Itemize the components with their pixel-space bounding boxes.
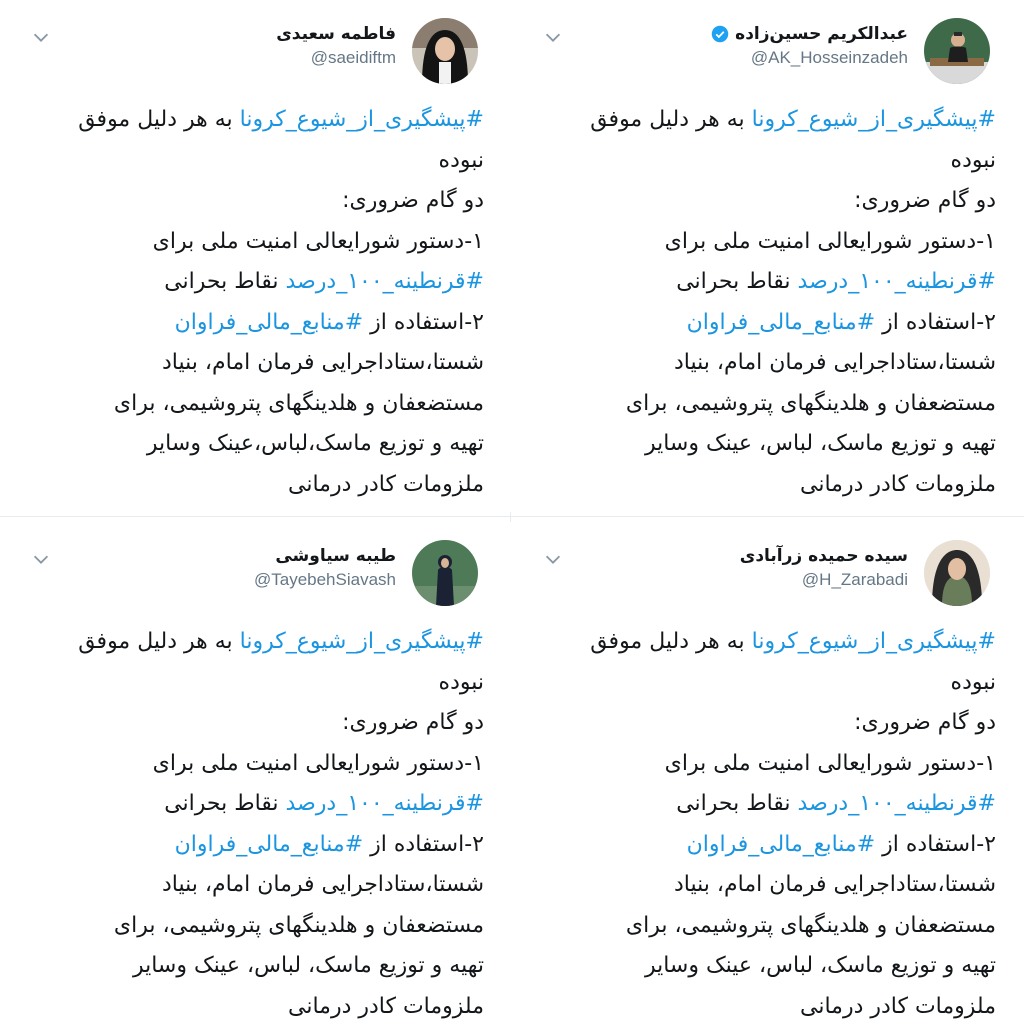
tweet-text-line xyxy=(540,865,996,906)
tweet-text-line xyxy=(540,303,996,344)
tweet-text-segment: به هر دلیل موفق xyxy=(78,107,240,132)
woman-in-scarf-avatar xyxy=(924,540,990,606)
tweet-text-segment: شستا،ستاداجرایی فرمان امام، بنیاد xyxy=(162,350,484,375)
tweet-text-segment: تهیه و توزیع ماسک، لباس، عینک وسایر xyxy=(644,431,996,456)
tweet-text-line xyxy=(28,141,484,182)
tweet-text-line xyxy=(28,343,484,384)
tweet-header xyxy=(30,540,478,610)
tweet-text-line xyxy=(540,343,996,384)
avatar[interactable] xyxy=(412,18,478,84)
tweet-text-segment: ملزومات کادر درمانی xyxy=(800,471,996,497)
tweet-text-segment: به هر دلیل موفق xyxy=(78,629,240,654)
hashtag-link[interactable]: #قرنطینه_۱۰۰_درصد xyxy=(797,791,996,816)
tweet-text-segment: ۲-استفاده از xyxy=(875,831,996,857)
avatar[interactable] xyxy=(412,540,478,606)
tweet-text-line xyxy=(540,946,996,987)
hashtag-link[interactable]: #منابع_مالی_فراوان xyxy=(174,831,364,857)
tweet-text-segment: تهیه و توزیع ماسک، لباس، عینک وسایر xyxy=(132,953,484,978)
tweet-text-line xyxy=(28,222,484,263)
tweet-text-line xyxy=(540,384,996,425)
hashtag-link[interactable]: #قرنطینه_۱۰۰_درصد xyxy=(285,791,484,816)
tweet-text-line xyxy=(540,181,996,222)
tweet-text-line xyxy=(540,262,996,303)
horizontal-divider xyxy=(0,516,1024,517)
avatar[interactable] xyxy=(924,18,990,84)
tweet-text-line xyxy=(28,262,484,303)
author-names xyxy=(276,24,396,68)
author-names xyxy=(254,546,396,590)
tweet-text-line xyxy=(28,865,484,906)
hashtag-link[interactable]: #قرنطینه_۱۰۰_درصد xyxy=(285,269,484,294)
tweet-text-segment: ۲-استفاده از xyxy=(875,309,996,335)
tweet-text-line xyxy=(540,906,996,947)
tweet-text-segment: نقاط بحرانی xyxy=(164,791,286,816)
hashtag-link[interactable]: #پیشگیری_از_شیوع_کرونا xyxy=(239,629,484,654)
tweet-text-line xyxy=(28,946,484,987)
tweet-text-segment: ۲-استفاده از xyxy=(363,831,484,857)
tweet-text-line xyxy=(28,622,484,663)
chevron-down-icon[interactable] xyxy=(30,26,52,48)
tweet-text-segment: نبوده xyxy=(438,669,484,695)
woman-in-chador-avatar xyxy=(412,18,478,84)
tweet-card[interactable] xyxy=(0,522,512,1024)
tweet-text-line xyxy=(28,825,484,866)
tweet-text-line xyxy=(540,465,996,506)
tweet-text-line xyxy=(28,303,484,344)
display-name[interactable]: عبدالکریم حسین‌زاده xyxy=(711,24,908,44)
tweet-text-line xyxy=(28,465,484,506)
tweet-text-line xyxy=(28,181,484,222)
tweet-text-segment: ۱-دستور شورایعالی امنیت ملی برای xyxy=(152,228,484,254)
hashtag-link[interactable]: #منابع_مالی_فراوان xyxy=(174,309,364,335)
tweet-text-segment: دو گام ضروری: xyxy=(854,188,996,213)
tweet-text-segment: دو گام ضروری: xyxy=(854,710,996,735)
tweet-text-line xyxy=(28,424,484,465)
tweet-text-line xyxy=(28,784,484,825)
tweet-text-segment: مستضعفان و هلدینگهای پتروشیمی، برای xyxy=(625,912,996,938)
tweet-header xyxy=(542,18,990,88)
tweet-text-segment: دو گام ضروری: xyxy=(342,188,484,213)
tweet-text-segment: ملزومات کادر درمانی xyxy=(288,471,484,497)
avatar[interactable] xyxy=(924,540,990,606)
tweet-text-segment: شستا،ستاداجرایی فرمان امام، بنیاد xyxy=(162,872,484,897)
user-handle[interactable]: @saeidiftm xyxy=(310,48,396,67)
tweet-text-line xyxy=(540,663,996,704)
verified-badge-icon xyxy=(711,25,729,43)
chevron-down-icon[interactable] xyxy=(30,548,52,570)
woman-standing-avatar xyxy=(412,540,478,606)
tweet-text xyxy=(540,622,996,1024)
tweet-card[interactable] xyxy=(512,522,1024,1024)
tweet-text-segment: مستضعفان و هلدینگهای پتروشیمی، برای xyxy=(625,390,996,416)
tweet-text-line xyxy=(540,100,996,141)
tweet-text-line xyxy=(28,744,484,785)
author-names xyxy=(711,24,908,68)
tweet-text-line xyxy=(28,663,484,704)
tweet-text-segment: نبوده xyxy=(438,147,484,173)
tweet-text-line xyxy=(28,703,484,744)
hashtag-link[interactable]: #پیشگیری_از_شیوع_کرونا xyxy=(751,629,996,654)
chevron-down-icon[interactable] xyxy=(542,548,564,570)
display-name[interactable]: طیبه سیاوشی xyxy=(275,546,396,566)
tweet-text-segment: نبوده xyxy=(950,669,996,695)
hashtag-link[interactable]: #منابع_مالی_فراوان xyxy=(686,309,876,335)
tweet-text-line xyxy=(540,141,996,182)
tweet-text-segment: ۲-استفاده از xyxy=(363,309,484,335)
tweet-text-segment: ۱-دستور شورایعالی امنیت ملی برای xyxy=(664,750,996,776)
display-name[interactable]: فاطمه سعیدی xyxy=(276,24,396,44)
user-handle[interactable]: @AK_Hosseinzadeh xyxy=(750,48,908,67)
user-handle[interactable]: @H_Zarabadi xyxy=(801,570,908,589)
tweet-text-segment: شستا،ستاداجرایی فرمان امام، بنیاد xyxy=(674,350,996,375)
tweet-text-line xyxy=(540,703,996,744)
tweet-text-segment: تهیه و توزیع ماسک،لباس،عینک وسایر xyxy=(146,431,484,456)
tweet-text-segment: تهیه و توزیع ماسک، لباس، عینک وسایر xyxy=(644,953,996,978)
tweet-text-segment: ملزومات کادر درمانی xyxy=(288,993,484,1019)
tweet-text xyxy=(540,100,996,505)
man-in-parliament-avatar xyxy=(924,18,990,84)
tweet-text-line xyxy=(540,825,996,866)
tweet-text-line xyxy=(540,222,996,263)
tweet-text-segment: شستا،ستاداجرایی فرمان امام، بنیاد xyxy=(674,872,996,897)
tweet-text xyxy=(28,622,484,1024)
hashtag-link[interactable]: #پیشگیری_از_شیوع_کرونا xyxy=(239,107,484,132)
display-name[interactable]: سیده حمیده زرآبادی xyxy=(739,546,908,566)
tweet-text-segment: نقاط بحرانی xyxy=(164,269,286,294)
tweet-text-line xyxy=(540,784,996,825)
hashtag-link[interactable]: #منابع_مالی_فراوان xyxy=(686,831,876,857)
tweet-text-segment: نقاط بحرانی xyxy=(676,269,798,294)
tweet-text-segment: ۱-دستور شورایعالی امنیت ملی برای xyxy=(152,750,484,776)
tweet-text-segment: به هر دلیل موفق xyxy=(590,629,752,654)
hashtag-link[interactable]: #پیشگیری_از_شیوع_کرونا xyxy=(751,107,996,132)
author-names xyxy=(740,546,908,590)
tweet-text-line xyxy=(540,987,996,1024)
tweet-text-segment: ملزومات کادر درمانی xyxy=(800,993,996,1019)
tweet-card[interactable] xyxy=(0,0,512,512)
tweet-text-line xyxy=(540,622,996,663)
tweet-text-segment: دو گام ضروری: xyxy=(342,710,484,735)
tweet-text-line xyxy=(28,987,484,1024)
tweet-text-segment: نبوده xyxy=(950,147,996,173)
user-handle[interactable]: @TayebehSiavash xyxy=(253,570,396,589)
tweet-text-segment: مستضعفان و هلدینگهای پتروشیمی، برای xyxy=(113,912,484,938)
tweet-text-segment: مستضعفان و هلدینگهای پتروشیمی، برای xyxy=(113,390,484,416)
tweet-text-line xyxy=(28,100,484,141)
tweet-text-line xyxy=(540,424,996,465)
tweet-text-segment: نقاط بحرانی xyxy=(676,791,798,816)
tweet-text-segment: به هر دلیل موفق xyxy=(590,107,752,132)
tweet-text-line xyxy=(28,906,484,947)
hashtag-link[interactable]: #قرنطینه_۱۰۰_درصد xyxy=(797,269,996,294)
tweet-card[interactable] xyxy=(512,0,1024,512)
chevron-down-icon[interactable] xyxy=(542,26,564,48)
tweet-text-line xyxy=(540,744,996,785)
tweet-header xyxy=(542,540,990,610)
tweet-text-line xyxy=(28,384,484,425)
tweet-header xyxy=(30,18,478,88)
tweet-text xyxy=(28,100,484,505)
tweet-text-segment: ۱-دستور شورایعالی امنیت ملی برای xyxy=(664,228,996,254)
